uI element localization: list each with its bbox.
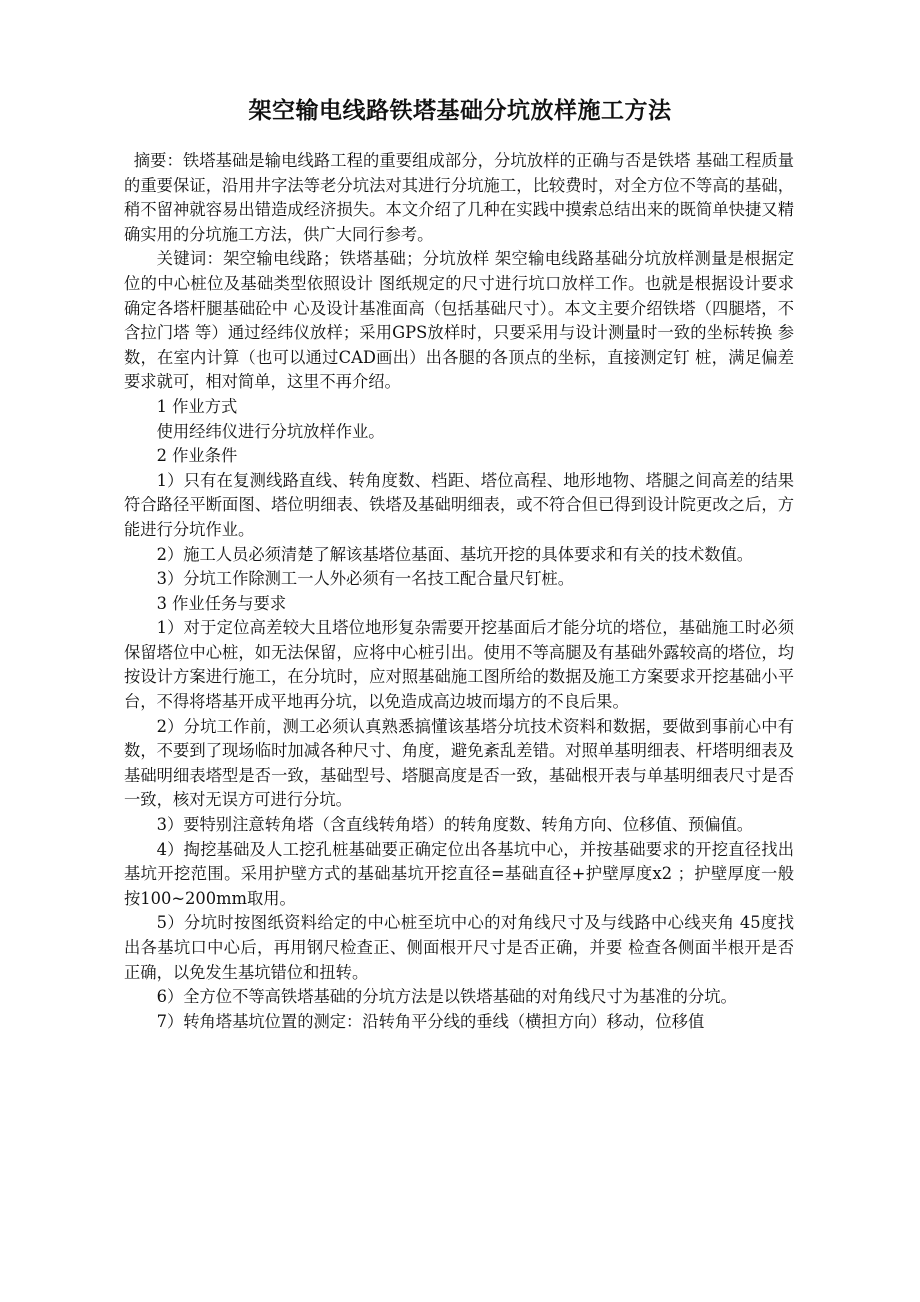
section-heading-2: 2 作业条件 xyxy=(156,446,238,466)
list-item: 4）掏挖基础及人工挖孔桩基础要正确定位出各基坑中心，并按基础要求的开挖直径找出基坑开挖范围。采用护壁方式的基础基坑开挖直径=基础直径+护壁厚度x2 ；护壁厚度一般按100~200mm取用。 xyxy=(124,839,794,908)
list-item: 1）只有在复测线路直线、转角度数、档距、塔位高程、地形地物、塔腿之间高差的结果符合路径平断面图、塔位明细表、铁塔及基础明细表，或不符合但已得到设计院更改之后，方能进行分坑作业。 xyxy=(124,470,794,539)
list-item: 7）转角塔基坑位置的测定：沿转角平分线的垂线（横担方向）移动，位移值 xyxy=(156,1011,705,1031)
list-item: 2）分坑工作前，测工必须认真熟悉搞懂该基塔分坑技术资料和数据，要做到事前心中有数，不要到了现场临时加减各种尺寸、角度，避免紊乱差错。对照单基明细表、杆塔明细表及基础明细表塔型是否一致，基础型号、塔腿高度是否一致，基础根开表与单基明细表尺寸是否一致，核对无误方可进行分坑。 xyxy=(124,716,794,810)
list-item: 3）要特别注意转角塔（含直线转角塔）的转角度数、转角方向、位移值、预偏值。 xyxy=(156,815,754,835)
list-item: 3）分坑工作除测工一人外必须有一名技工配合量尺钉桩。 xyxy=(156,569,574,589)
keywords-paragraph: 关键词：架空输电线路；铁塔基础；分坑放样 架空输电线路基础分坑放样测量是根据定位的中心桩位及基础类型依照设计 图纸规定的尺寸进行坑口放样工作。也就是根据设计要求确定各塔杆腿基础砼中 心及设计基准面高（包括基础尺寸）。本文主要介绍铁塔（四腿塔，不含拉门塔 等）通过经纬仪放样；采用GPS放样时，只要采用与设计测量时一致的坐标转换 参数，在室内计算（也可以通过CAD画出）出各腿的各顶点的坐标，直接测定钉 桩，满足偏差要求就可，相对简单，这里不再介绍。 xyxy=(124,249,794,392)
list-item: 2）施工人员必须清楚了解该基塔位基面、基坑开挖的具体要求和有关的技术数值。 xyxy=(156,544,754,564)
list-item: 5）分坑时按图纸资料给定的中心桩至坑中心的对角线尺寸及与线路中心线夹角 45度找出各基坑口中心后，再用钢尺检查正、侧面根开尺寸是否正确，并要 检查各侧面半根开是否正确，以免发生基坑错位和扭转。 xyxy=(124,913,794,982)
list-item: 1）对于定位高差较大且塔位地形复杂需要开挖基面后才能分坑的塔位，基础施工时必须保留塔位中心桩，如无法保留，应将中心桩引出。使用不等高腿及有基础外露较高的塔位，均按设计方案进行施工，在分坑时，应对照基础施工图所给的数据及施工方案要求开挖基础小平台，不得将塔基开成平地再分坑，以免造成高边坡而塌方的不良后果。 xyxy=(124,618,794,712)
list-item: 6）全方位不等高铁塔基础的分坑方法是以铁塔基础的对角线尺寸为基准的分坑。 xyxy=(156,987,737,1007)
body-paragraph: 使用经纬仪进行分坑放样作业。 xyxy=(156,421,385,441)
section-heading-3: 3 作业任务与要求 xyxy=(156,593,287,613)
document-title: 架空输电线路铁塔基础分坑放样施工方法 xyxy=(248,98,672,124)
section-heading-1: 1 作业方式 xyxy=(156,396,238,416)
document-body xyxy=(124,149,794,1034)
abstract-paragraph: 摘要：铁塔基础是输电线路工程的重要组成部分，分坑放样的正确与否是铁塔 基础工程质量的重要保证，沿用井字法等老分坑法对其进行分坑施工，比较费时，对全方位不等高的基础，稍不留神就容易出错造成经济损失。本文介绍了几种在实践中摸索总结出来的既简单快捷又精确实用的分坑施工方法，供广大同行参考。 xyxy=(124,151,794,244)
